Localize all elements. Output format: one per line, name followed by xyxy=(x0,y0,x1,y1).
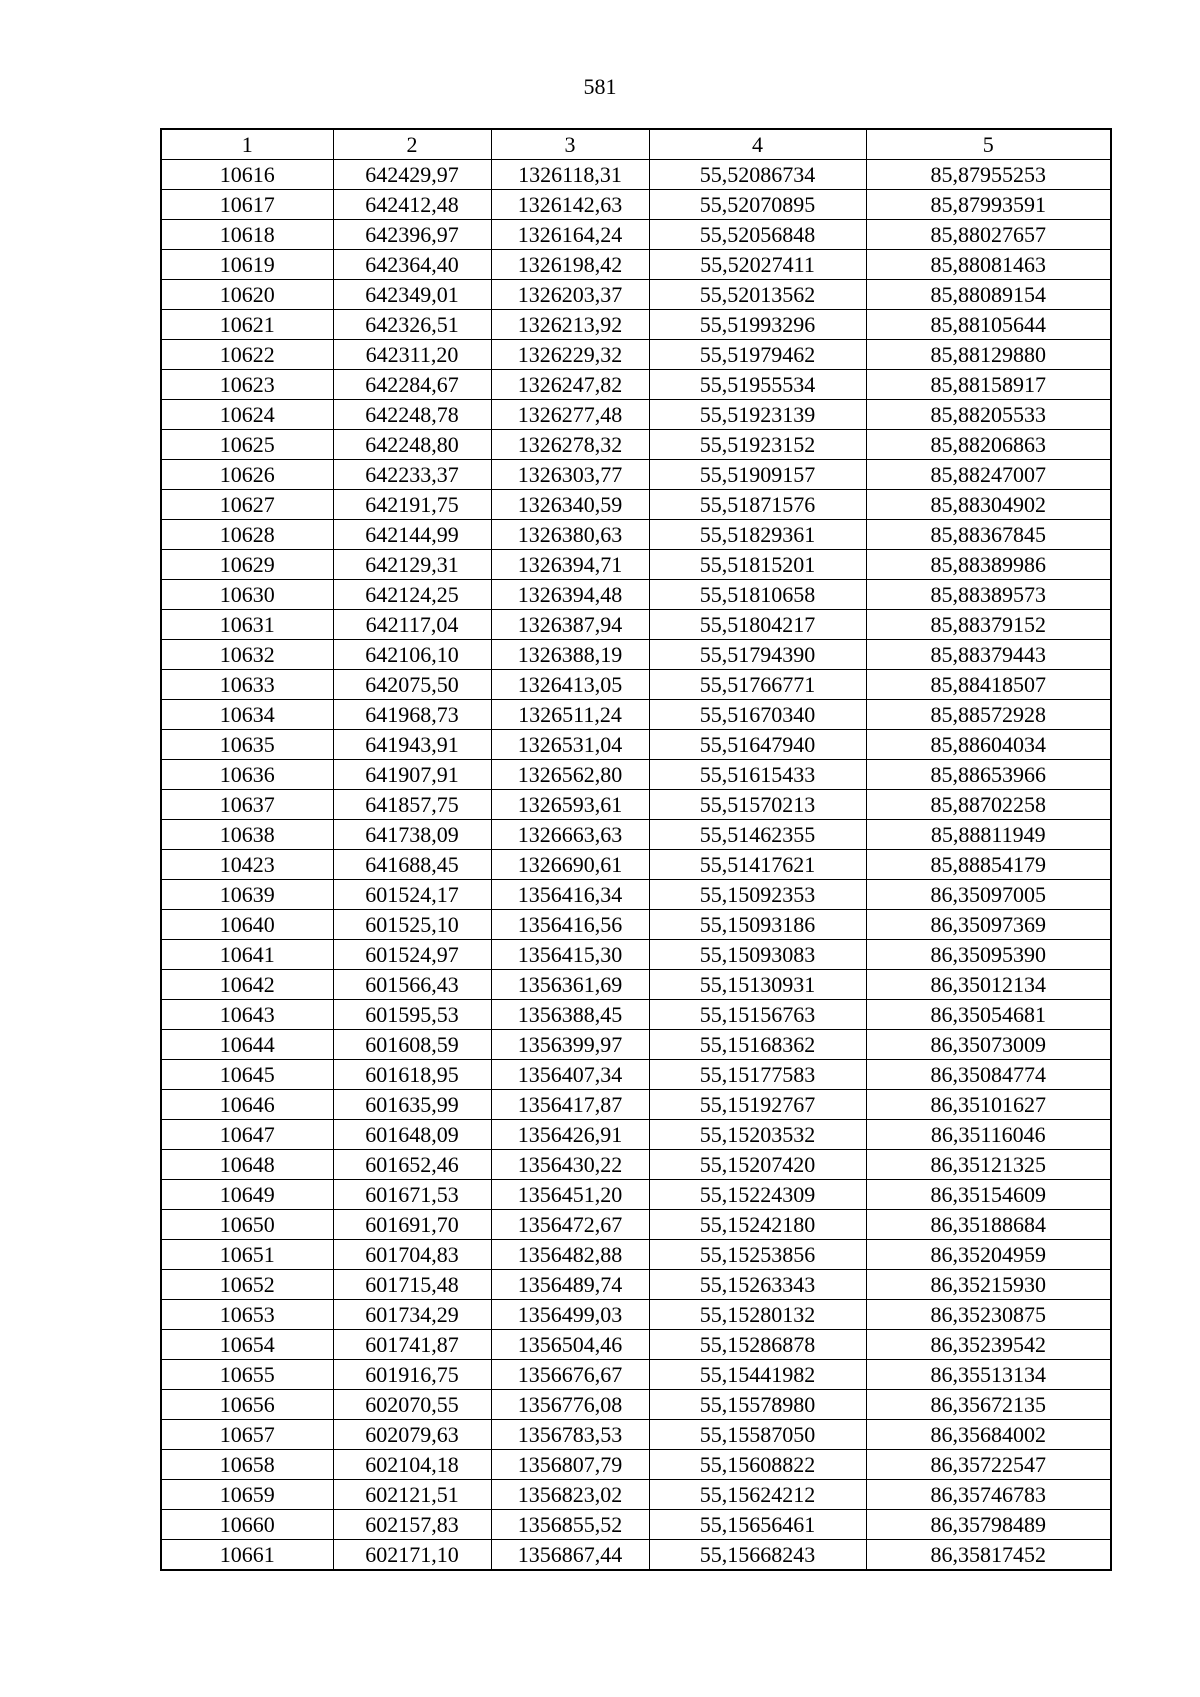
table-cell-col-5: 86,35722547 xyxy=(866,1450,1111,1480)
table-cell-col-5: 85,88206863 xyxy=(866,430,1111,460)
table-cell-col-1: 10652 xyxy=(161,1270,333,1300)
table-cell-col-2: 601652,46 xyxy=(333,1150,491,1180)
table-cell-col-2: 601524,17 xyxy=(333,880,491,910)
table-cell-col-2: 642396,97 xyxy=(333,220,491,250)
table-cell-col-1: 10633 xyxy=(161,670,333,700)
table-cell-col-4: 55,51815201 xyxy=(649,550,866,580)
table-cell-col-4: 55,51615433 xyxy=(649,760,866,790)
table-row xyxy=(161,610,1111,640)
table-cell-col-4: 55,15286878 xyxy=(649,1330,866,1360)
table-cell-col-2: 601525,10 xyxy=(333,910,491,940)
table-cell-col-3: 1356823,02 xyxy=(491,1480,649,1510)
table-cell-col-3: 1326303,77 xyxy=(491,460,649,490)
table-row xyxy=(161,580,1111,610)
table-cell-col-2: 601704,83 xyxy=(333,1240,491,1270)
table-cell-col-5: 85,88389986 xyxy=(866,550,1111,580)
table-row xyxy=(161,640,1111,670)
table-row xyxy=(161,1150,1111,1180)
table-cell-col-3: 1326690,61 xyxy=(491,850,649,880)
column-header-3: 3 xyxy=(491,129,649,160)
table-cell-col-3: 1356499,03 xyxy=(491,1300,649,1330)
column-header-4: 4 xyxy=(649,129,866,160)
table-cell-col-5: 85,88653966 xyxy=(866,760,1111,790)
table-cell-col-3: 1356855,52 xyxy=(491,1510,649,1540)
table-row xyxy=(161,700,1111,730)
table-cell-col-5: 86,35054681 xyxy=(866,1000,1111,1030)
table-row xyxy=(161,340,1111,370)
table-cell-col-1: 10641 xyxy=(161,940,333,970)
table-cell-col-1: 10622 xyxy=(161,340,333,370)
table-cell-col-1: 10642 xyxy=(161,970,333,1000)
table-row xyxy=(161,190,1111,220)
table-cell-col-4: 55,51923139 xyxy=(649,400,866,430)
table-cell-col-3: 1356776,08 xyxy=(491,1390,649,1420)
table-row xyxy=(161,940,1111,970)
table-cell-col-5: 85,88389573 xyxy=(866,580,1111,610)
table-cell-col-3: 1356416,34 xyxy=(491,880,649,910)
table-cell-col-5: 86,35116046 xyxy=(866,1120,1111,1150)
table-row xyxy=(161,1480,1111,1510)
table-cell-col-3: 1326164,24 xyxy=(491,220,649,250)
table-cell-col-2: 601566,43 xyxy=(333,970,491,1000)
table-row xyxy=(161,1390,1111,1420)
table-cell-col-3: 1326593,61 xyxy=(491,790,649,820)
table-cell-col-2: 642326,51 xyxy=(333,310,491,340)
table-cell-col-5: 85,88418507 xyxy=(866,670,1111,700)
table-cell-col-2: 642364,40 xyxy=(333,250,491,280)
table-cell-col-3: 1356416,56 xyxy=(491,910,649,940)
table-cell-col-5: 86,35101627 xyxy=(866,1090,1111,1120)
table-cell-col-2: 642248,78 xyxy=(333,400,491,430)
table-cell-col-5: 86,35154609 xyxy=(866,1180,1111,1210)
table-cell-col-3: 1326203,37 xyxy=(491,280,649,310)
table-cell-col-5: 86,35097005 xyxy=(866,880,1111,910)
table-cell-col-1: 10627 xyxy=(161,490,333,520)
table-cell-col-1: 10632 xyxy=(161,640,333,670)
table-cell-col-1: 10645 xyxy=(161,1060,333,1090)
table-cell-col-1: 10636 xyxy=(161,760,333,790)
table-cell-col-3: 1326142,63 xyxy=(491,190,649,220)
table-cell-col-2: 642129,31 xyxy=(333,550,491,580)
table-cell-col-3: 1356504,46 xyxy=(491,1330,649,1360)
table-cell-col-5: 86,35097369 xyxy=(866,910,1111,940)
table-row xyxy=(161,880,1111,910)
table-cell-col-4: 55,15668243 xyxy=(649,1540,866,1571)
table-row xyxy=(161,430,1111,460)
table-cell-col-1: 10643 xyxy=(161,1000,333,1030)
table-cell-col-5: 85,88702258 xyxy=(866,790,1111,820)
table-cell-col-3: 1356407,34 xyxy=(491,1060,649,1090)
table-row xyxy=(161,1240,1111,1270)
table-cell-col-3: 1326278,32 xyxy=(491,430,649,460)
table-cell-col-5: 86,35230875 xyxy=(866,1300,1111,1330)
table-row xyxy=(161,1180,1111,1210)
table-header xyxy=(161,129,1111,160)
table-cell-col-3: 1326531,04 xyxy=(491,730,649,760)
table-cell-col-3: 1356417,87 xyxy=(491,1090,649,1120)
table-cell-col-2: 601741,87 xyxy=(333,1330,491,1360)
table-cell-col-1: 10619 xyxy=(161,250,333,280)
table-cell-col-2: 642124,25 xyxy=(333,580,491,610)
table-row xyxy=(161,250,1111,280)
table-cell-col-5: 85,87993591 xyxy=(866,190,1111,220)
table-row xyxy=(161,670,1111,700)
table-cell-col-5: 86,35073009 xyxy=(866,1030,1111,1060)
table-cell-col-5: 85,88604034 xyxy=(866,730,1111,760)
table-cell-col-1: 10616 xyxy=(161,160,333,190)
table-cell-col-1: 10618 xyxy=(161,220,333,250)
table-row xyxy=(161,1090,1111,1120)
table-cell-col-5: 85,88367845 xyxy=(866,520,1111,550)
table-cell-col-2: 602070,55 xyxy=(333,1390,491,1420)
table-row xyxy=(161,1330,1111,1360)
table-cell-col-2: 641738,09 xyxy=(333,820,491,850)
table-row xyxy=(161,160,1111,190)
table-cell-col-5: 85,88379443 xyxy=(866,640,1111,670)
table-cell-col-3: 1326340,59 xyxy=(491,490,649,520)
table-cell-col-4: 55,51993296 xyxy=(649,310,866,340)
table-cell-col-5: 86,35684002 xyxy=(866,1420,1111,1450)
table-cell-col-3: 1326394,48 xyxy=(491,580,649,610)
table-cell-col-4: 55,51955534 xyxy=(649,370,866,400)
table-cell-col-3: 1326387,94 xyxy=(491,610,649,640)
table-cell-col-3: 1326213,92 xyxy=(491,310,649,340)
table-cell-col-3: 1326380,63 xyxy=(491,520,649,550)
table-cell-col-4: 55,15578980 xyxy=(649,1390,866,1420)
table-cell-col-3: 1326247,82 xyxy=(491,370,649,400)
table-row xyxy=(161,1300,1111,1330)
table-row xyxy=(161,280,1111,310)
table-cell-col-1: 10630 xyxy=(161,580,333,610)
table-cell-col-2: 601691,70 xyxy=(333,1210,491,1240)
table-row xyxy=(161,910,1111,940)
table-cell-col-5: 86,35798489 xyxy=(866,1510,1111,1540)
table-cell-col-2: 601618,95 xyxy=(333,1060,491,1090)
table-row xyxy=(161,790,1111,820)
table-cell-col-1: 10646 xyxy=(161,1090,333,1120)
table-cell-col-3: 1356807,79 xyxy=(491,1450,649,1480)
table-cell-col-5: 85,88205533 xyxy=(866,400,1111,430)
table-cell-col-5: 85,88811949 xyxy=(866,820,1111,850)
table-row xyxy=(161,220,1111,250)
table-cell-col-2: 642075,50 xyxy=(333,670,491,700)
table-cell-col-1: 10639 xyxy=(161,880,333,910)
table-cell-col-4: 55,15656461 xyxy=(649,1510,866,1540)
table-cell-col-2: 602171,10 xyxy=(333,1540,491,1571)
table-cell-col-2: 601595,53 xyxy=(333,1000,491,1030)
table-cell-col-1: 10657 xyxy=(161,1420,333,1450)
table-cell-col-5: 86,35746783 xyxy=(866,1480,1111,1510)
table-cell-col-2: 601734,29 xyxy=(333,1300,491,1330)
table-cell-col-4: 55,51804217 xyxy=(649,610,866,640)
table-cell-col-5: 85,88158917 xyxy=(866,370,1111,400)
table-cell-col-4: 55,51829361 xyxy=(649,520,866,550)
table-cell-col-1: 10658 xyxy=(161,1450,333,1480)
page-number: 581 xyxy=(583,74,617,99)
table-cell-col-4: 55,15263343 xyxy=(649,1270,866,1300)
table-cell-col-1: 10634 xyxy=(161,700,333,730)
table-cell-col-4: 55,15587050 xyxy=(649,1420,866,1450)
column-header-1: 1 xyxy=(161,129,333,160)
table-cell-col-1: 10635 xyxy=(161,730,333,760)
table-cell-col-3: 1356676,67 xyxy=(491,1360,649,1390)
table-cell-col-5: 85,88081463 xyxy=(866,250,1111,280)
table-cell-col-4: 55,51794390 xyxy=(649,640,866,670)
table-cell-col-4: 55,52086734 xyxy=(649,160,866,190)
table-cell-col-2: 641857,75 xyxy=(333,790,491,820)
table-cell-col-4: 55,51923152 xyxy=(649,430,866,460)
table-cell-col-1: 10620 xyxy=(161,280,333,310)
table-cell-col-5: 86,35672135 xyxy=(866,1390,1111,1420)
table-cell-col-1: 10656 xyxy=(161,1390,333,1420)
table-cell-col-3: 1326413,05 xyxy=(491,670,649,700)
table-row xyxy=(161,310,1111,340)
table-cell-col-5: 85,88379152 xyxy=(866,610,1111,640)
table-cell-col-4: 55,51462355 xyxy=(649,820,866,850)
table-cell-col-5: 86,35204959 xyxy=(866,1240,1111,1270)
table-cell-col-2: 641688,45 xyxy=(333,850,491,880)
table-cell-col-5: 86,35084774 xyxy=(866,1060,1111,1090)
table-cell-col-5: 86,35188684 xyxy=(866,1210,1111,1240)
table-cell-col-5: 86,35012134 xyxy=(866,970,1111,1000)
table-cell-col-2: 642429,97 xyxy=(333,160,491,190)
table-cell-col-4: 55,15156763 xyxy=(649,1000,866,1030)
column-header-2: 2 xyxy=(333,129,491,160)
table-cell-col-4: 55,15441982 xyxy=(649,1360,866,1390)
table-cell-col-3: 1326118,31 xyxy=(491,160,649,190)
table-row xyxy=(161,730,1111,760)
table-row xyxy=(161,370,1111,400)
table-cell-col-5: 85,88572928 xyxy=(866,700,1111,730)
table-cell-col-4: 55,15168362 xyxy=(649,1030,866,1060)
table-row xyxy=(161,460,1111,490)
table-cell-col-2: 642233,37 xyxy=(333,460,491,490)
table-cell-col-2: 642144,99 xyxy=(333,520,491,550)
table-cell-col-1: 10623 xyxy=(161,370,333,400)
table-cell-col-2: 641907,91 xyxy=(333,760,491,790)
table-cell-col-4: 55,51909157 xyxy=(649,460,866,490)
table-cell-col-5: 86,35215930 xyxy=(866,1270,1111,1300)
table-cell-col-3: 1326388,19 xyxy=(491,640,649,670)
table-cell-col-2: 642248,80 xyxy=(333,430,491,460)
table-cell-col-5: 86,35095390 xyxy=(866,940,1111,970)
table-cell-col-3: 1356426,91 xyxy=(491,1120,649,1150)
table-cell-col-2: 601648,09 xyxy=(333,1120,491,1150)
table-cell-col-3: 1326394,71 xyxy=(491,550,649,580)
table-cell-col-2: 601635,99 xyxy=(333,1090,491,1120)
table-cell-col-5: 85,88247007 xyxy=(866,460,1111,490)
table-cell-col-4: 55,51871576 xyxy=(649,490,866,520)
table-cell-col-2: 642106,10 xyxy=(333,640,491,670)
table-row xyxy=(161,400,1111,430)
table-cell-col-4: 55,52027411 xyxy=(649,250,866,280)
table-cell-col-3: 1356867,44 xyxy=(491,1540,649,1571)
table-cell-col-4: 55,15130931 xyxy=(649,970,866,1000)
table-cell-col-1: 10624 xyxy=(161,400,333,430)
table-cell-col-1: 10653 xyxy=(161,1300,333,1330)
table-cell-col-4: 55,15224309 xyxy=(649,1180,866,1210)
table-cell-col-4: 55,51670340 xyxy=(649,700,866,730)
table-cell-col-4: 55,51417621 xyxy=(649,850,866,880)
table-cell-col-1: 10631 xyxy=(161,610,333,640)
table-row xyxy=(161,970,1111,1000)
table-cell-col-3: 1356415,30 xyxy=(491,940,649,970)
table-cell-col-5: 85,88089154 xyxy=(866,280,1111,310)
table-cell-col-1: 10638 xyxy=(161,820,333,850)
table-cell-col-3: 1326229,32 xyxy=(491,340,649,370)
table-row xyxy=(161,850,1111,880)
table-cell-col-2: 641943,91 xyxy=(333,730,491,760)
table-cell-col-3: 1356472,67 xyxy=(491,1210,649,1240)
table-row xyxy=(161,1360,1111,1390)
table-cell-col-2: 602104,18 xyxy=(333,1450,491,1480)
table-cell-col-5: 86,35121325 xyxy=(866,1150,1111,1180)
table-cell-col-5: 85,88129880 xyxy=(866,340,1111,370)
table-cell-col-4: 55,51979462 xyxy=(649,340,866,370)
table-cell-col-1: 10617 xyxy=(161,190,333,220)
table-cell-col-4: 55,52070895 xyxy=(649,190,866,220)
table-cell-col-3: 1326511,24 xyxy=(491,700,649,730)
table-cell-col-5: 86,35239542 xyxy=(866,1330,1111,1360)
table-cell-col-2: 642412,48 xyxy=(333,190,491,220)
table-cell-col-4: 55,15207420 xyxy=(649,1150,866,1180)
header-row xyxy=(161,129,1111,160)
table-cell-col-4: 55,15203532 xyxy=(649,1120,866,1150)
table-cell-col-2: 601715,48 xyxy=(333,1270,491,1300)
table-cell-col-2: 642117,04 xyxy=(333,610,491,640)
table-cell-col-4: 55,15093083 xyxy=(649,940,866,970)
table-cell-col-4: 55,15624212 xyxy=(649,1480,866,1510)
table-cell-col-4: 55,15253856 xyxy=(649,1240,866,1270)
table-cell-col-2: 602157,83 xyxy=(333,1510,491,1540)
table-cell-col-4: 55,15608822 xyxy=(649,1450,866,1480)
table-cell-col-4: 55,15093186 xyxy=(649,910,866,940)
table-cell-col-5: 85,88854179 xyxy=(866,850,1111,880)
table-cell-col-4: 55,51766771 xyxy=(649,670,866,700)
table-cell-col-2: 642284,67 xyxy=(333,370,491,400)
table-cell-col-1: 10640 xyxy=(161,910,333,940)
table-cell-col-3: 1356361,69 xyxy=(491,970,649,1000)
table-row xyxy=(161,1540,1111,1571)
table-cell-col-2: 601608,59 xyxy=(333,1030,491,1060)
table-cell-col-3: 1326562,80 xyxy=(491,760,649,790)
table-body xyxy=(161,160,1111,1571)
table-row xyxy=(161,490,1111,520)
table-cell-col-3: 1326198,42 xyxy=(491,250,649,280)
table-cell-col-2: 642349,01 xyxy=(333,280,491,310)
table-cell-col-3: 1356482,88 xyxy=(491,1240,649,1270)
table-cell-col-4: 55,52013562 xyxy=(649,280,866,310)
table-cell-col-5: 86,35513134 xyxy=(866,1360,1111,1390)
table-cell-col-1: 10625 xyxy=(161,430,333,460)
table-row xyxy=(161,1420,1111,1450)
table-cell-col-4: 55,15280132 xyxy=(649,1300,866,1330)
table-row xyxy=(161,1000,1111,1030)
table-cell-col-3: 1326663,63 xyxy=(491,820,649,850)
table-row xyxy=(161,820,1111,850)
table-cell-col-1: 10647 xyxy=(161,1120,333,1150)
table-cell-col-1: 10649 xyxy=(161,1180,333,1210)
table-cell-col-2: 601916,75 xyxy=(333,1360,491,1390)
table-row xyxy=(161,1270,1111,1300)
table-cell-col-5: 85,88304902 xyxy=(866,490,1111,520)
table-cell-col-3: 1356783,53 xyxy=(491,1420,649,1450)
table-cell-col-4: 55,51647940 xyxy=(649,730,866,760)
table-cell-col-1: 10626 xyxy=(161,460,333,490)
table-cell-col-1: 10655 xyxy=(161,1360,333,1390)
coordinates-table xyxy=(160,128,1112,1571)
table-cell-col-2: 601671,53 xyxy=(333,1180,491,1210)
table-cell-col-4: 55,51810658 xyxy=(649,580,866,610)
table-cell-col-2: 601524,97 xyxy=(333,940,491,970)
table-cell-col-5: 85,87955253 xyxy=(866,160,1111,190)
table-cell-col-1: 10659 xyxy=(161,1480,333,1510)
table-cell-col-4: 55,15177583 xyxy=(649,1060,866,1090)
table-cell-col-4: 55,15242180 xyxy=(649,1210,866,1240)
table-cell-col-1: 10644 xyxy=(161,1030,333,1060)
table-row xyxy=(161,1030,1111,1060)
table-cell-col-5: 85,88105644 xyxy=(866,310,1111,340)
table-cell-col-4: 55,52056848 xyxy=(649,220,866,250)
table-cell-col-4: 55,51570213 xyxy=(649,790,866,820)
table-row xyxy=(161,760,1111,790)
table-row xyxy=(161,550,1111,580)
table-cell-col-1: 10651 xyxy=(161,1240,333,1270)
table-cell-col-1: 10423 xyxy=(161,850,333,880)
table-cell-col-1: 10654 xyxy=(161,1330,333,1360)
table-row xyxy=(161,1060,1111,1090)
table-row xyxy=(161,1450,1111,1480)
table-cell-col-3: 1356430,22 xyxy=(491,1150,649,1180)
table-cell-col-1: 10648 xyxy=(161,1150,333,1180)
table-cell-col-3: 1356388,45 xyxy=(491,1000,649,1030)
table-cell-col-1: 10661 xyxy=(161,1540,333,1571)
table-cell-col-3: 1356489,74 xyxy=(491,1270,649,1300)
table-cell-col-5: 86,35817452 xyxy=(866,1540,1111,1571)
table-cell-col-1: 10621 xyxy=(161,310,333,340)
table-row xyxy=(161,1510,1111,1540)
table-cell-col-2: 602079,63 xyxy=(333,1420,491,1450)
table-cell-col-3: 1356451,20 xyxy=(491,1180,649,1210)
table-cell-col-3: 1356399,97 xyxy=(491,1030,649,1060)
table-cell-col-4: 55,15192767 xyxy=(649,1090,866,1120)
table-cell-col-1: 10660 xyxy=(161,1510,333,1540)
table-row xyxy=(161,1210,1111,1240)
table-cell-col-1: 10637 xyxy=(161,790,333,820)
column-header-5: 5 xyxy=(866,129,1111,160)
table-cell-col-5: 85,88027657 xyxy=(866,220,1111,250)
table-cell-col-4: 55,15092353 xyxy=(649,880,866,910)
table-cell-col-2: 602121,51 xyxy=(333,1480,491,1510)
table-cell-col-2: 641968,73 xyxy=(333,700,491,730)
table-cell-col-2: 642191,75 xyxy=(333,490,491,520)
table-cell-col-3: 1326277,48 xyxy=(491,400,649,430)
table-cell-col-1: 10628 xyxy=(161,520,333,550)
table-row xyxy=(161,520,1111,550)
table-row xyxy=(161,1120,1111,1150)
table-cell-col-1: 10629 xyxy=(161,550,333,580)
table-cell-col-1: 10650 xyxy=(161,1210,333,1240)
table-cell-col-2: 642311,20 xyxy=(333,340,491,370)
